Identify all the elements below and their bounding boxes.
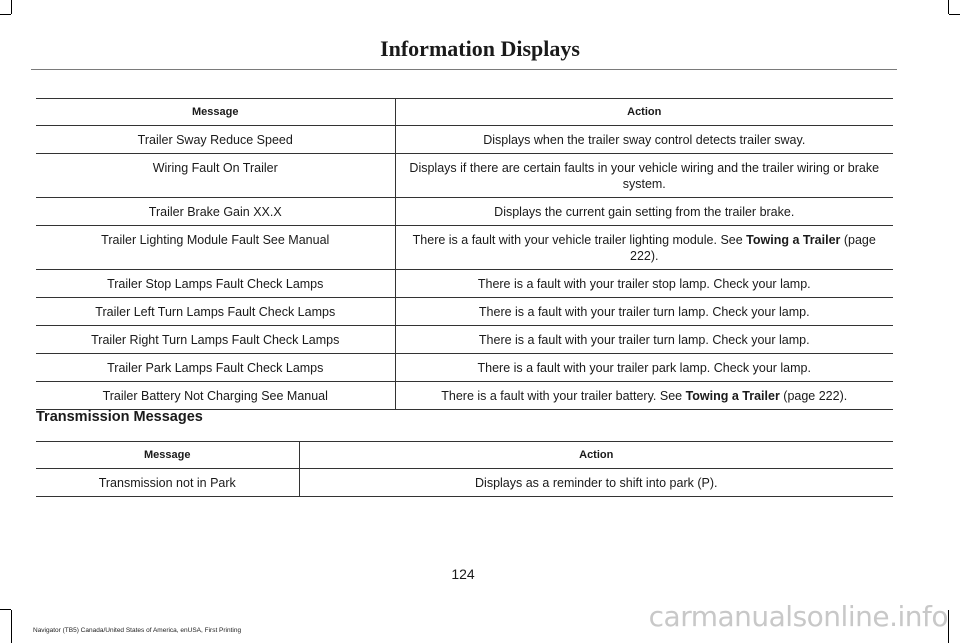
action-cell: Displays the current gain setting from the trailer brake. — [395, 198, 893, 226]
transmission-messages-table — [36, 441, 893, 497]
crop-mark — [11, 0, 12, 14]
crop-mark — [11, 610, 12, 643]
towing-a-trailer-link[interactable]: Towing a Trailer — [685, 389, 780, 403]
page-reference: (page 222). — [779, 389, 848, 403]
message-cell: Transmission not in Park — [36, 469, 299, 497]
table-row — [36, 126, 893, 154]
message-cell: Trailer Park Lamps Fault Check Lamps — [36, 354, 395, 382]
section-heading-transmission: Transmission Messages — [36, 409, 203, 425]
crop-mark — [948, 0, 949, 14]
column-header-action: Action — [299, 442, 893, 469]
towing-a-trailer-link[interactable]: Towing a Trailer — [746, 233, 841, 247]
column-header-message: Message — [36, 99, 395, 126]
action-text: There is a fault with your trailer battery. See — [441, 389, 686, 403]
column-header-action: Action — [395, 99, 893, 126]
table-row — [36, 382, 893, 410]
footer-text: Navigator (TB5) Canada/United States of America, enUSA, First Printing — [33, 627, 242, 634]
action-cell: Displays as a reminder to shift into park (P). — [299, 469, 893, 497]
watermark: carmanualsonline.info — [648, 600, 948, 633]
table-row — [36, 270, 893, 298]
header-divider — [31, 69, 897, 70]
message-cell: Trailer Stop Lamps Fault Check Lamps — [36, 270, 395, 298]
crop-mark — [949, 14, 960, 15]
message-cell: Trailer Right Turn Lamps Fault Check Lamps — [36, 326, 395, 354]
action-cell: There is a fault with your trailer park lamp. Check your lamp. — [395, 354, 893, 382]
action-cell: There is a fault with your trailer turn lamp. Check your lamp. — [395, 298, 893, 326]
message-cell: Trailer Sway Reduce Speed — [36, 126, 395, 154]
crop-mark — [0, 14, 11, 15]
message-cell: Trailer Battery Not Charging See Manual — [36, 382, 395, 410]
message-cell: Trailer Brake Gain XX.X — [36, 198, 395, 226]
table-row — [36, 298, 893, 326]
page-number: 124 — [451, 566, 475, 582]
crop-mark — [0, 609, 11, 610]
page-reference: (page 222). — [630, 233, 876, 263]
table-header-row — [36, 99, 893, 126]
message-cell: Wiring Fault On Trailer — [36, 154, 395, 198]
page-title: Information Displays — [380, 36, 580, 61]
table-row — [36, 326, 893, 354]
action-cell — [395, 226, 893, 270]
message-cell: Trailer Lighting Module Fault See Manual — [36, 226, 395, 270]
action-cell: There is a fault with your trailer turn lamp. Check your lamp. — [395, 326, 893, 354]
table-row — [36, 354, 893, 382]
action-cell: Displays if there are certain faults in your vehicle wiring and the trailer wiring or brake system. — [395, 154, 893, 198]
trailer-messages-table — [36, 98, 893, 410]
table-header-row — [36, 442, 893, 469]
table-row — [36, 198, 893, 226]
action-cell: Displays when the trailer sway control detects trailer sway. — [395, 126, 893, 154]
action-cell: There is a fault with your trailer stop lamp. Check your lamp. — [395, 270, 893, 298]
table-row — [36, 154, 893, 198]
crop-mark — [948, 610, 949, 643]
action-text: There is a fault with your vehicle trailer lighting module. See — [412, 233, 747, 247]
message-cell: Trailer Left Turn Lamps Fault Check Lamps — [36, 298, 395, 326]
column-header-message: Message — [36, 442, 299, 469]
table-row — [36, 469, 893, 497]
action-cell — [395, 382, 893, 410]
table-row — [36, 226, 893, 270]
